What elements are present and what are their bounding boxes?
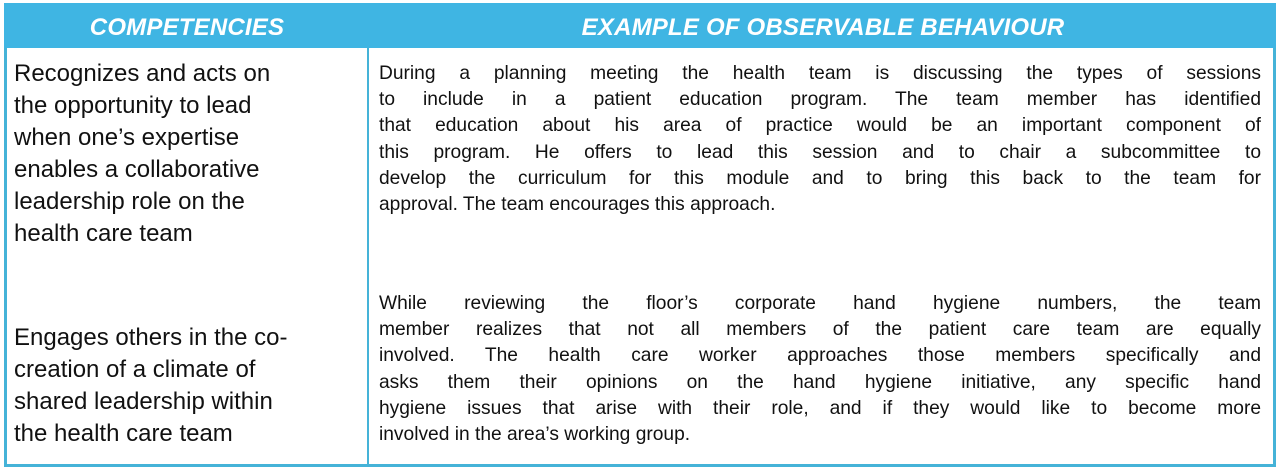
row-2-competency xyxy=(14,322,354,450)
header-example-behaviour: EXAMPLE OF OBSERVABLE BEHAVIOUR xyxy=(581,14,1065,41)
example-line: develop the curriculum for this module and to bring this back to the team for xyxy=(379,167,1261,189)
header-competencies: COMPETENCIES xyxy=(89,14,285,41)
example-line: During a planning meeting the health team is discussing the types of sessions xyxy=(379,63,1261,84)
column-divider xyxy=(367,48,369,464)
example-line: While reviewing the floor’s corporate hand hygiene numbers, the team xyxy=(379,293,1261,314)
competency-line: creation of a climate of xyxy=(14,356,256,383)
competency-line: enables a collaborative xyxy=(14,156,260,183)
competency-line: Recognizes and acts on xyxy=(14,60,271,87)
example-line: asks them their opinions on the hand hygiene initiative, any specific hand xyxy=(379,371,1261,393)
competency-line: leadership role on the xyxy=(14,188,245,215)
competency-line: when one’s expertise xyxy=(14,124,240,151)
table-header xyxy=(4,3,1276,48)
example-line: member realizes that not all members of the patient care team are equally xyxy=(379,319,1261,341)
example-line: hygiene issues that arise with their role, and if they would like to become more xyxy=(379,397,1261,419)
competency-line: shared leadership within xyxy=(14,388,273,415)
competency-line: the health care team xyxy=(14,420,233,447)
example-line: approval. The team encourages this approach. xyxy=(379,194,776,216)
row-1-example xyxy=(379,61,1261,218)
example-line: this program. He offers to lead this session and to chair a subcommittee to xyxy=(379,141,1261,163)
row-1-competency xyxy=(14,58,354,250)
competency-line: health care team xyxy=(14,220,193,247)
example-line: that education about his area of practice would be an important component of xyxy=(379,115,1261,137)
competency-line: the opportunity to lead xyxy=(14,92,252,119)
row-2-example xyxy=(379,291,1261,448)
example-line: involved. The health care worker approaches those members specifically and xyxy=(379,345,1261,367)
example-line: to include in a patient education program. The team member has identified xyxy=(379,89,1261,111)
competency-line: Engages others in the co- xyxy=(14,324,288,351)
example-line: involved in the area’s working group. xyxy=(379,424,691,446)
